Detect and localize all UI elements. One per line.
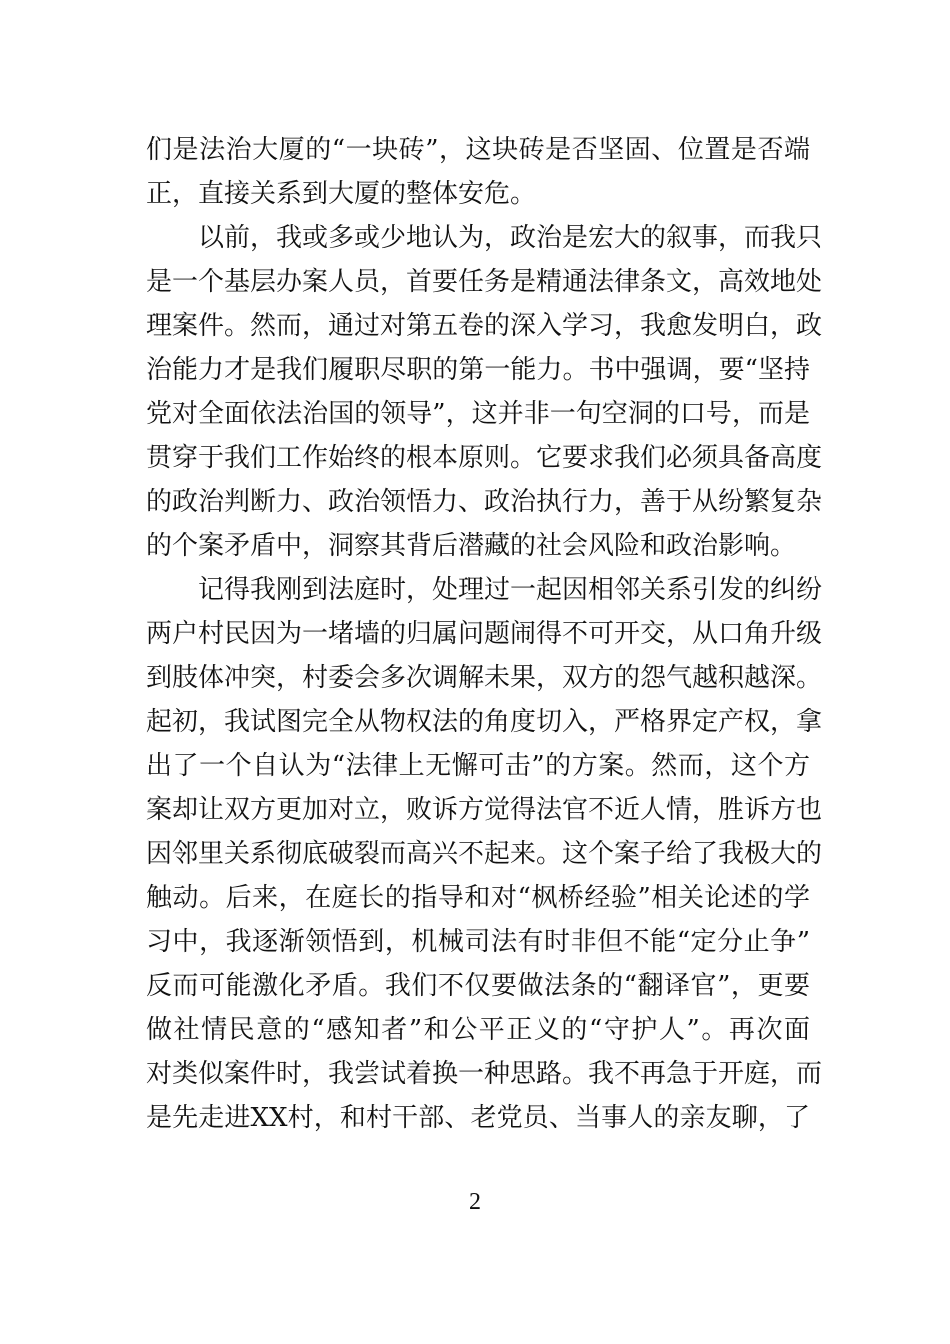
text-line: 到肢体冲突，村委会多次调解未果，双方的怨气越积越深。 [146,663,823,693]
text-line: 案却让双方更加对立，败诉方觉得法官不近人情，胜诉方也 [146,795,823,825]
text-line: 的个案矛盾中，洞察其背后潜藏的社会风险和政治影响。 [146,531,797,561]
text-line: 起初，我试图完全从物权法的角度切入，严格界定产权，拿 [146,707,823,737]
text-line: 对类似案件时，我尝试着换一种思路。我不再急于开庭，而 [146,1059,823,1089]
text-line: 治能力才是我们履职尽职的第一能力。书中强调，要“坚持 [146,355,810,385]
text-line: 们是法治大厦的“一块砖”，这块砖是否坚固、位置是否端 [146,135,810,165]
body-text [146,128,823,1140]
text-line: 反而可能激化矛盾。我们不仅要做法条的“翻译官”，更要 [146,971,810,1001]
text-line: 出了一个自认为“法律上无懈可击”的方案。然而，这个方 [146,751,810,781]
text-line: 的政治判断力、政治领悟力、政治执行力，善于从纷繁复杂 [146,487,823,517]
text-line: 两户村民因为一堵墙的归属问题闹得不可开交，从口角升级 [146,619,823,649]
text-line: 党对全面依法治国的领导”，这并非一句空洞的口号，而是 [146,399,810,429]
text-line: 做社情民意的“感知者”和公平正义的“守护人”。再次面 [146,1015,810,1045]
text-line: 贯穿于我们工作始终的根本原则。它要求我们必须具备高度 [146,443,823,473]
text-line: 理案件。然而，通过对第五卷的深入学习，我愈发明白，政 [146,311,823,341]
page-number: 2 [469,1189,481,1215]
text-line: 习中，我逐渐领悟到，机械司法有时非但不能“定分止争” [146,927,810,957]
text-line: 记得我刚到法庭时，处理过一起因相邻关系引发的纠纷 [198,575,823,605]
text-line: 正，直接关系到大厦的整体安危。 [146,179,537,209]
text-line: 因邻里关系彻底破裂而高兴不起来。这个案子给了我极大的 [146,839,823,869]
text-line: 以前，我或多或少地认为，政治是宏大的叙事，而我只 [198,223,823,253]
text-line: 是先走进XX村，和村干部、老党员、当事人的亲友聊，了 [146,1103,810,1133]
text-line: 触动。后来，在庭长的指导和对“枫桥经验”相关论述的学 [146,883,810,913]
text-line: 是一个基层办案人员，首要任务是精通法律条文，高效地处 [146,267,823,297]
